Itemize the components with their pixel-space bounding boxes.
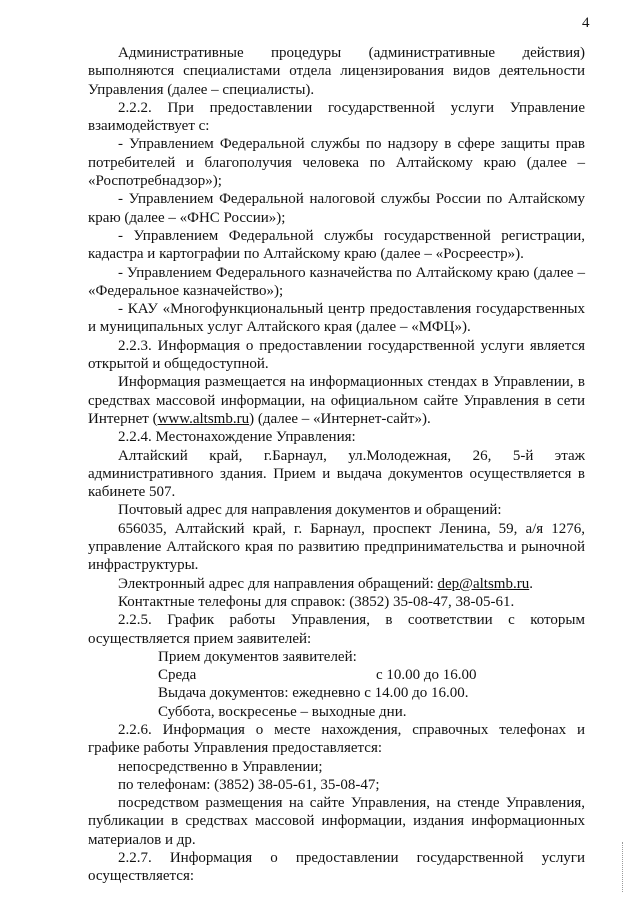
email-tail: . [529, 575, 533, 592]
paragraph-location: Алтайский край, г.Барнаул, ул.Молодежная, 26, 5-й этаж административного здания. Прием и выдача документов осуществляется в кабинете 507. [88, 447, 585, 501]
paragraph-by-phone: по телефонам: (3852) 38-05-61, 35-08-47; [118, 776, 380, 793]
paragraph-in-office: непосредственно в Управлении; [118, 758, 323, 775]
scan-edge-mark [622, 842, 624, 892]
paragraph-postal-heading: Почтовый адрес для направления документов и обращений: [118, 502, 502, 519]
paragraph-rospotrebnadzor: - Управлением Федеральной службы по надзору в сфере защиты прав потребителей и благополучия человека по Алтайскому краю (далее – «Роспотребнадзор»); [88, 136, 585, 190]
schedule-day: Среда [158, 667, 197, 684]
schedule-block [158, 648, 585, 721]
paragraph-2-2-4: 2.2.4. Местонахождение Управления: [118, 429, 356, 446]
paragraph-phones: Контактные телефоны для справок: (3852) 35-08-47, 38-05-61. [118, 593, 515, 610]
paragraph-info-placement [88, 373, 585, 428]
paragraph-rosreestr: - Управлением Федеральной службы государственной регистрации, кадастра и картографии по Алтайскому краю (далее – «Росреестр»). [88, 227, 585, 263]
paragraph-mfc: - КАУ «Многофункциональный центр предоставления государственных и муниципальных услуг Алтайского края (далее – «МФЦ»). [88, 301, 585, 336]
paragraph-fns: - Управлением Федеральной налоговой службы России по Алтайскому краю (далее – «ФНС России»); [88, 191, 585, 226]
paragraph-email [88, 575, 585, 593]
paragraph-postal-address: 656035, Алтайский край, г. Барнаул, проспект Ленина, 59, а/я 1276, управление Алтайского края по развитию предпринимательства и рыночной инфраструктуры. [88, 520, 585, 574]
paragraph-2-2-3: 2.2.3. Информация о предоставлении государственной услуги является открытой и общедоступной. [88, 337, 585, 373]
page-number: 4 [582, 15, 590, 31]
schedule-issue: Выдача документов: ежедневно с 14.00 до 16.00. [158, 685, 469, 702]
paragraph-publication: посредством размещения на сайте Управления, на стенде Управления, публикации в средствах массовой информации, издания информационных материалов и др. [88, 795, 585, 848]
paragraph-2-2-2: 2.2.2. При предоставлении государственной услуги Управление взаимодействует с: [88, 99, 585, 135]
paragraph-treasury: - Управлением Федерального казначейства по Алтайскому краю (далее – «Федеральное казначейство»); [88, 264, 585, 299]
info-placement-text: Информация размещается на информационных стендах в Управлении, в средствах массовой информации, на официальном сайте Управления в сети Интернет ( [88, 374, 585, 427]
paragraph-admin-procedures: Административные процедуры (административные действия) выполняются специалистами отдела лицензирования видов деятельности Управления (далее – специалисты). [88, 45, 585, 98]
website-link[interactable]: www.altsmb.ru [157, 410, 250, 427]
schedule-row-wednesday [158, 666, 585, 684]
email-label: Электронный адрес для направления обращений: [118, 575, 438, 592]
schedule-hours: с 10.00 до 16.00 [376, 667, 477, 684]
schedule-weekend: Суббота, воскресенье – выходные дни. [158, 703, 407, 720]
schedule-title: Прием документов заявителей: [158, 648, 357, 665]
paragraph-2-2-6: 2.2.6. Информация о месте нахождения, справочных телефонах и графике работы Управления предоставляется: [88, 721, 585, 757]
document-body [88, 44, 585, 886]
email-link[interactable]: dep@altsmb.ru [437, 575, 530, 592]
paragraph-2-2-7: 2.2.7. Информация о предоставлении государственной услуги осуществляется: [88, 850, 585, 885]
info-placement-tail: ) (далее – «Интернет-сайт»). [249, 410, 431, 427]
paragraph-2-2-5: 2.2.5. График работы Управления, в соответствии с которым осуществляется прием заявителей: [88, 612, 585, 647]
